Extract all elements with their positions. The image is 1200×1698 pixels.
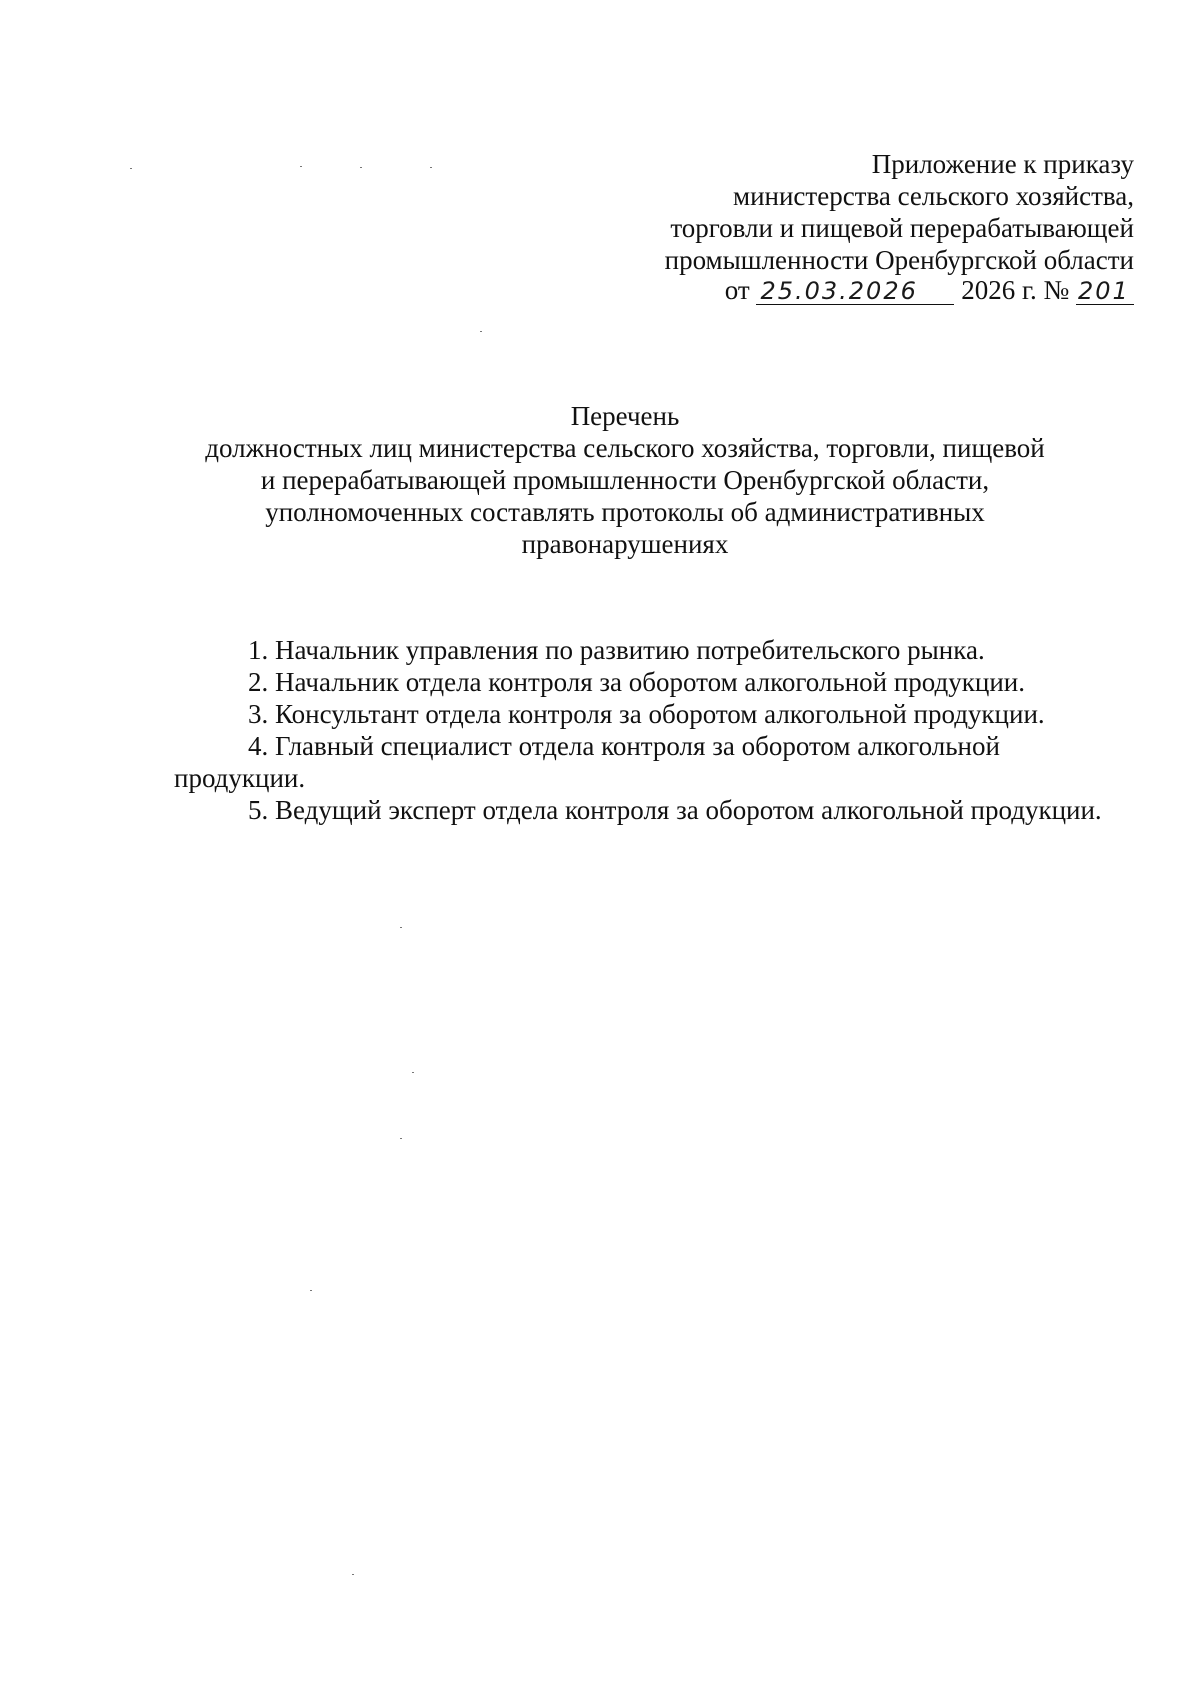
document-title	[150, 400, 1100, 560]
scan-speck	[412, 1072, 414, 1073]
list-item: 1. Начальник управления по развитию потребительского рынка.	[248, 635, 985, 665]
order-date-number-line	[560, 274, 1134, 306]
list-item: 2. Начальник отдела контроля за оборотом алкогольной продукции.	[248, 667, 1025, 697]
title-line: должностных лиц министерства сельского хозяйства, торговли, пищевой	[205, 433, 1045, 463]
from-prefix: от	[724, 275, 750, 305]
title-line: Перечень	[570, 401, 680, 431]
list-item: 5. Ведущий эксперт отдела контроля за оборотом алкогольной продукции.	[248, 795, 1102, 825]
scan-speck	[400, 927, 402, 928]
scan-speck	[352, 1574, 354, 1575]
year-text: 2026 г.	[961, 275, 1037, 305]
annex-line: министерства сельского хозяйства,	[733, 181, 1134, 211]
scan-speck	[400, 1138, 402, 1139]
handwritten-number: 201	[1076, 278, 1134, 305]
title-line: правонарушениях	[521, 529, 729, 559]
list-item: 3. Консультант отдела контроля за оборотом алкогольной продукции.	[248, 699, 1045, 729]
scan-speck	[430, 167, 432, 168]
annex-line: Приложение к приказу	[871, 149, 1134, 179]
annex-header	[560, 148, 1134, 306]
number-sign: №	[1043, 275, 1070, 305]
list-item: 4. Главный специалист отдела контроля за оборотом алкогольной продукции.	[174, 731, 1000, 793]
handwritten-date: 25.03.2026	[756, 278, 954, 305]
scan-speck	[310, 1290, 312, 1291]
title-line: и перерабатывающей промышленности Оренбургской области,	[260, 465, 990, 495]
annex-line: промышленности Оренбургской области	[664, 245, 1134, 275]
scan-speck	[480, 331, 482, 332]
annex-line: торговли и пищевой перерабатывающей	[670, 213, 1134, 243]
scan-speck	[130, 168, 132, 169]
officials-list	[174, 634, 1124, 826]
scan-speck	[300, 166, 302, 167]
scan-speck	[360, 167, 362, 168]
title-line: уполномоченных составлять протоколы об административных	[265, 497, 985, 527]
